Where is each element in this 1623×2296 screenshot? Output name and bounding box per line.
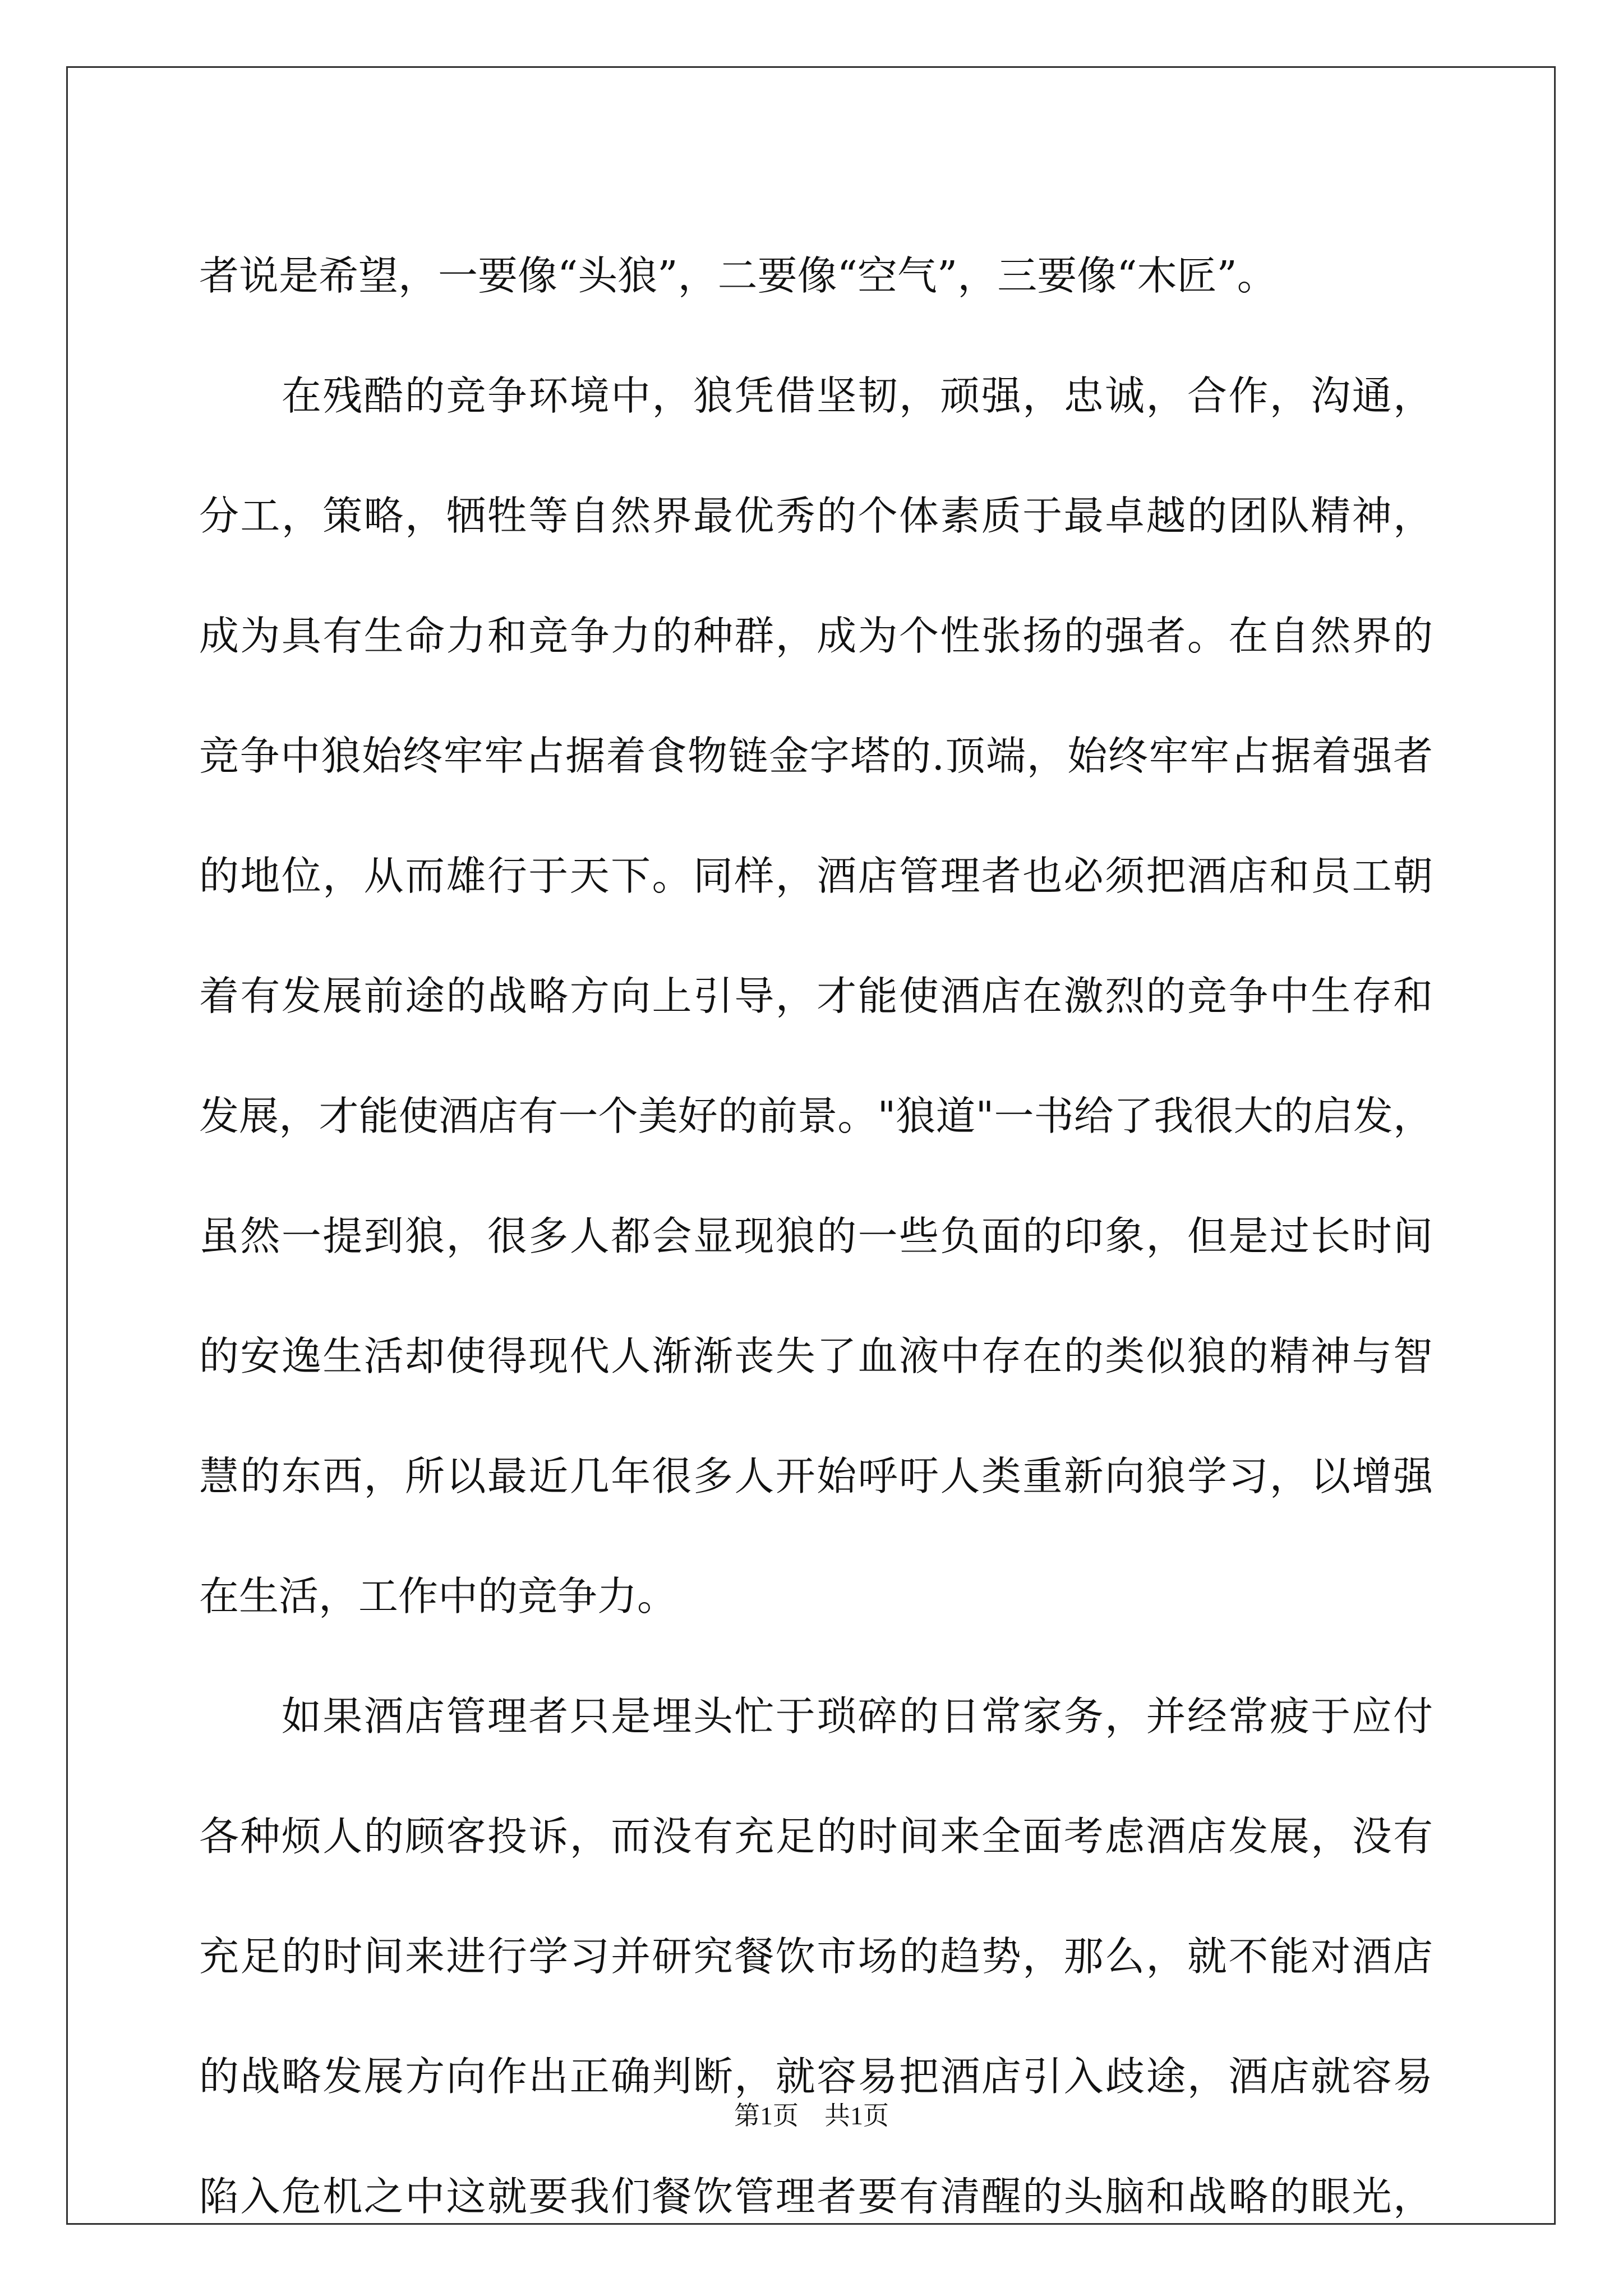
text-line: 在生活，工作中的竞争力。 [199,1573,677,1619]
text-line: 各种烦人的顾客投诉，而没有充足的时间来全面考虑酒店发展，没有 [199,1813,1433,1860]
text-line: 在残酷的竞争环境中，狼凭借坚韧，顽强，忠诚，合作，沟通， [199,372,1433,419]
text-line: 分工，策略，牺牲等自然界最优秀的个体素质于最卓越的团队精神， [199,493,1433,539]
text-line: 着有发展前途的战略方向上引导，才能使酒店在激烈的竞争中生存和 [199,973,1433,1019]
text-line: 成为具有生命力和竞争力的种群，成为个性张扬的强者。在自然界的 [199,613,1433,659]
text-line: 者说是希望，一要像“头狼”，二要像“空气”，三要像“木匠”。 [199,252,1277,299]
text-line: 虽然一提到狼，很多人都会显现狼的一些负面的印象，但是过长时间 [199,1213,1433,1259]
text-line: 陷入危机之中这就要我们餐饮管理者要有清醒的头脑和战略的眼光， [199,2173,1433,2220]
text-line: 发展，才能使酒店有一个美好的前景。"狼道"一书给了我很大的启发， [199,1093,1433,1139]
text-line: 竞争中狼始终牢牢占据着食物链金字塔的.顶端，始终牢牢占据着强者 [199,733,1433,779]
document-body [199,216,1433,2257]
text-line: 的地位，从而雄行于天下。同样，酒店管理者也必须把酒店和员工朝 [199,853,1433,899]
text-line: 的战略发展方向作出正确判断，就容易把酒店引入歧途，酒店就容易 [199,2053,1433,2100]
text-line: 慧的东西，所以最近几年很多人开始呼吁人类重新向狼学习，以增强 [199,1453,1433,1499]
page-footer: 第1页 共1页 [734,2101,889,2130]
text-line: 如果酒店管理者只是埋头忙于琐碎的日常家务，并经常疲于应付 [199,1693,1433,1740]
text-line: 的安逸生活却使得现代人渐渐丧失了血液中存在的类似狼的精神与智 [199,1333,1433,1379]
text-line: 充足的时间来进行学习并研究餐饮市场的趋势，那么，就不能对酒店 [199,1933,1433,1980]
